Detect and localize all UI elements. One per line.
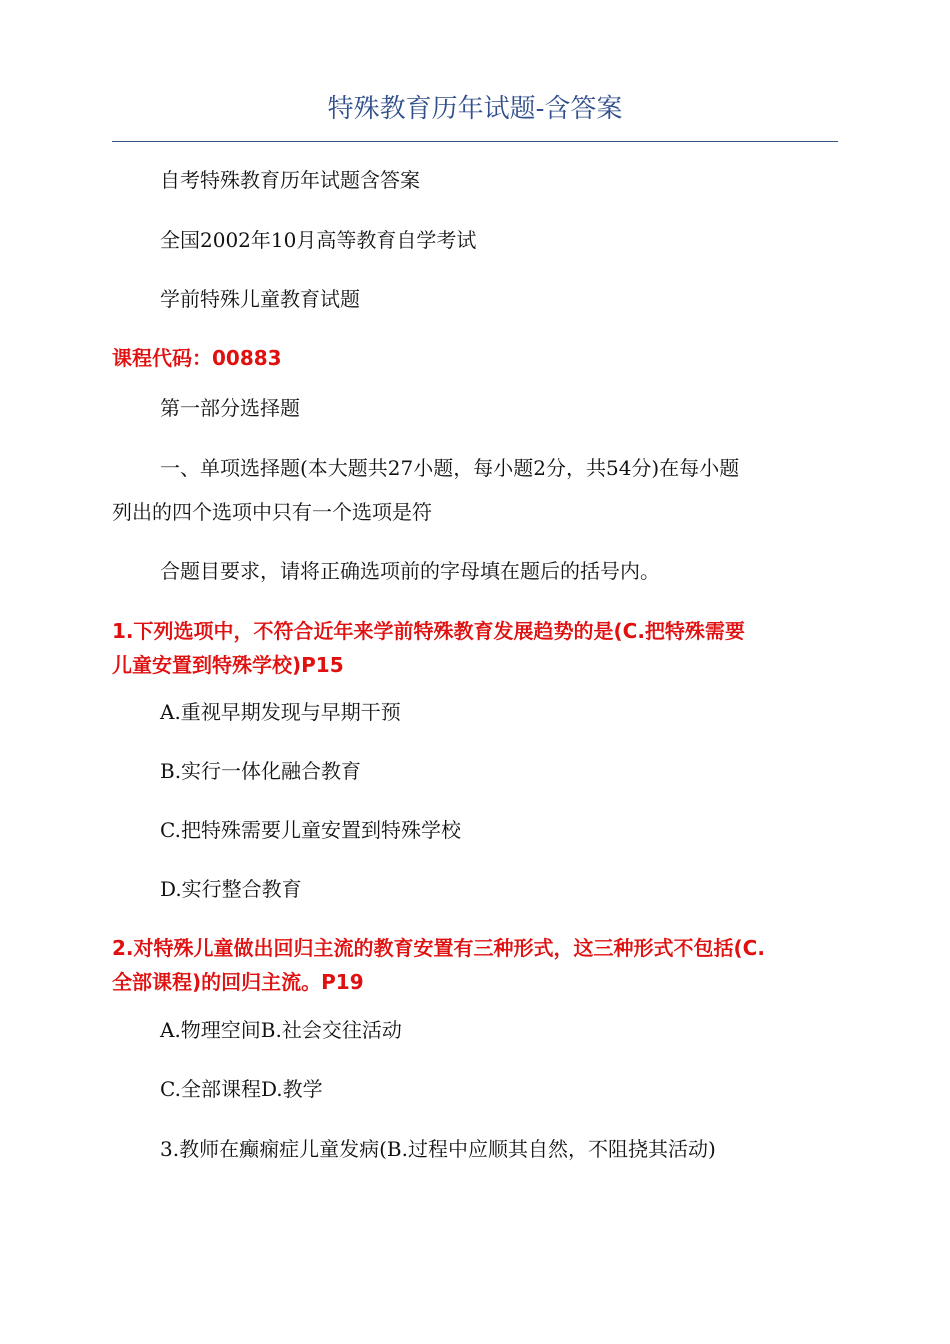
question-3-stem: 3.教师在癫痫症儿童发病(B.过程中应顺其自然，不阻挠其活动) — [160, 1137, 716, 1161]
course-code: 课程代码：00883 — [112, 346, 282, 370]
question-1-stem-line1: 1.下列选项中，不符合近年来学前特殊教育发展趋势的是(C.把特殊需要 — [112, 619, 745, 643]
subject-line: 学前特殊儿童教育试题 — [160, 287, 360, 311]
question-2-options-cd: C.全部课程D.教学 — [160, 1077, 323, 1101]
section-instructions-line1: 一、单项选择题(本大题共27小题，每小题2分，共54分)在每小题 — [160, 456, 740, 480]
question-2-options-ab: A.物理空间B.社会交往活动 — [160, 1018, 402, 1042]
question-1-option-b: B.实行一体化融合教育 — [160, 759, 362, 783]
exam-line: 全国2002年10月高等教育自学考试 — [160, 228, 477, 252]
question-1-option-d: D.实行整合教育 — [160, 877, 302, 901]
section-instructions-line2: 列出的四个选项中只有一个选项是符 — [112, 500, 432, 524]
title-divider — [112, 141, 838, 142]
question-1-option-a: A.重视早期发现与早期干预 — [160, 700, 401, 724]
question-1-option-c: C.把特殊需要儿童安置到特殊学校 — [160, 818, 461, 842]
subtitle-line: 自考特殊教育历年试题含答案 — [160, 168, 420, 192]
part-heading: 第一部分选择题 — [160, 396, 300, 420]
question-1-stem-line2: 儿童安置到特殊学校)P15 — [112, 653, 344, 677]
section-instructions-line3: 合题目要求，请将正确选项前的字母填在题后的括号内。 — [160, 559, 660, 583]
question-2-stem-line2: 全部课程)的回归主流。P19 — [112, 970, 364, 994]
question-2-stem-line1: 2.对特殊儿童做出回归主流的教育安置有三种形式，这三种形式不包括(C. — [112, 936, 765, 960]
document-title: 特殊教育历年试题-含答案 — [327, 94, 623, 124]
